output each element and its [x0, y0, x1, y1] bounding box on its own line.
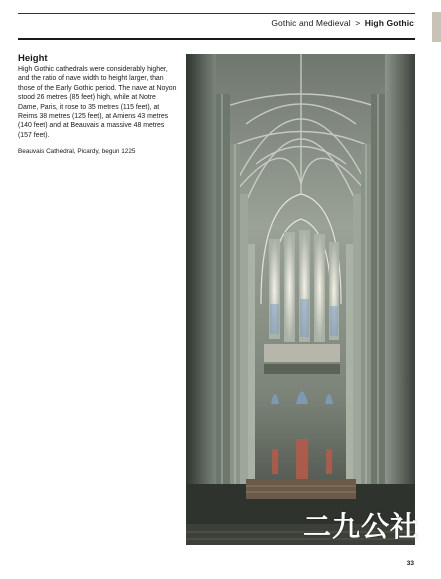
sidebar-text: [18, 53, 178, 157]
running-head-current: High Gothic: [364, 18, 414, 28]
sidebar-body: High Gothic cathedrals were considerably higher, and the ratio of nave width to height larger, than those of the Early Gothic period. The nave at Noyon stood 26 metres (85 feet) high, while at Notre Dame, Paris, it rose to 35 metres (115 feet), at Reims 38 metres (125 feet), at Amiens 43 metres (140 feet) and at Beauvais a massive 48 metres (157 feet).: [18, 66, 177, 139]
watermark-text: 二九公社: [303, 510, 420, 543]
photo-caption: Beauvais Cathedral, Picardy, begun 1225: [18, 148, 136, 156]
page-edge-tab: [432, 12, 441, 42]
running-head: [271, 18, 414, 28]
running-head-section: Gothic and Medieval: [271, 18, 351, 28]
header-rule-top: [18, 13, 415, 14]
cathedral-photo: [186, 54, 415, 545]
page-number: 33: [406, 560, 414, 567]
cathedral-interior-illustration: [186, 54, 415, 545]
running-head-separator: >: [355, 18, 361, 28]
header-rule-bottom: [18, 38, 415, 40]
sidebar-heading: Height: [18, 53, 48, 64]
